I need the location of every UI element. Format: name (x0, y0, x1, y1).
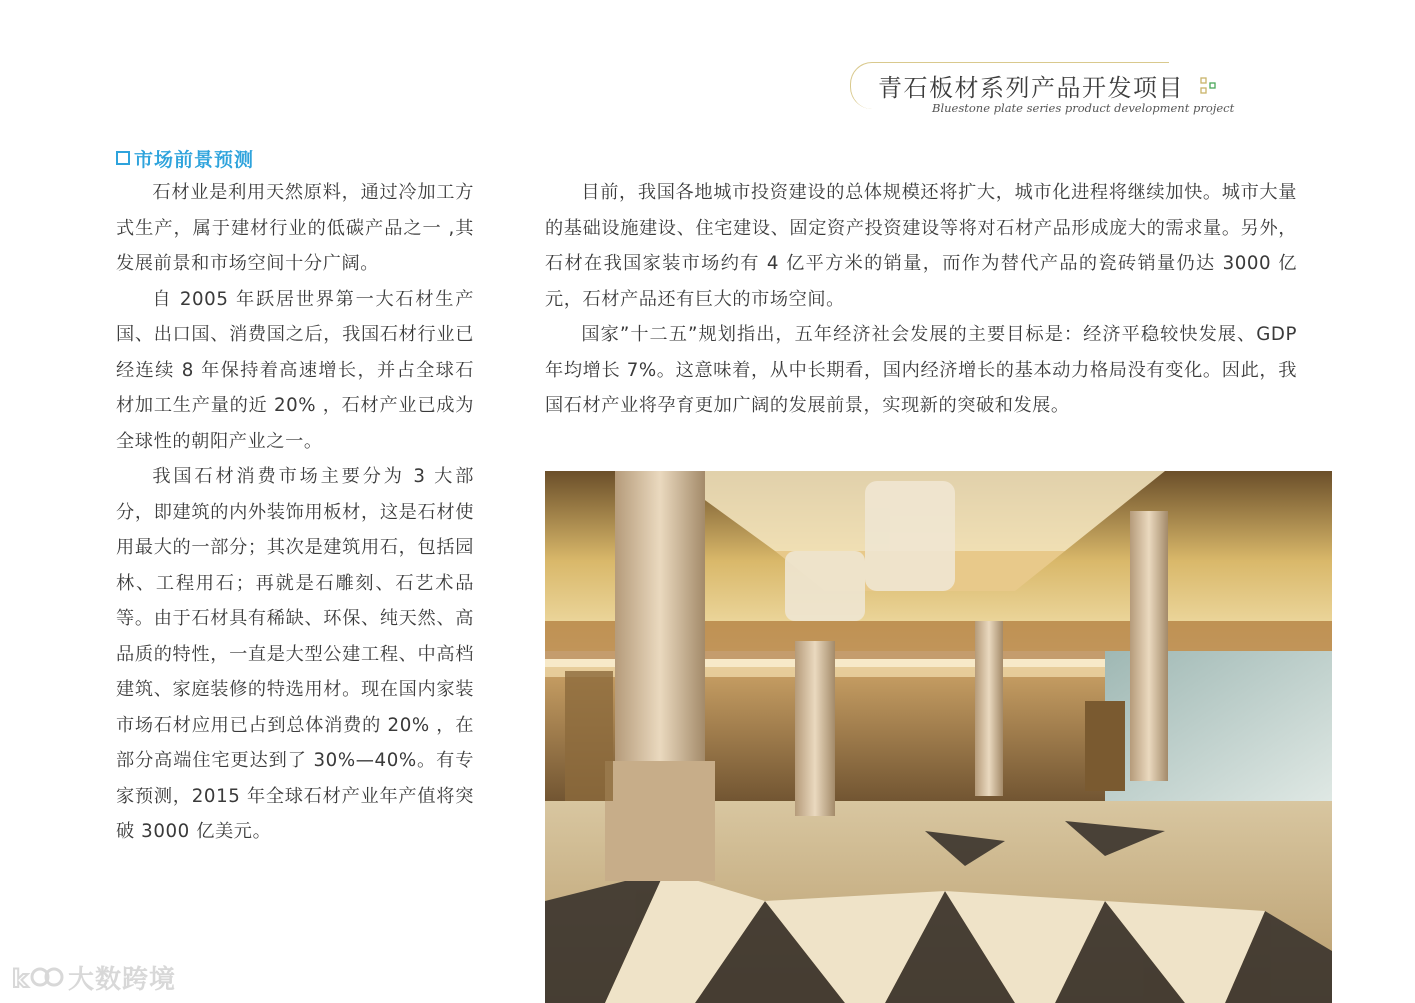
left-column-text (116, 175, 474, 850)
four-squares-icon (1200, 77, 1220, 95)
paragraph: 我国石材消费市场主要分为 3 大部分，即建筑的内外装饰用板材，这是石材使用最大的一部分；其次是建筑用石，包括园林、工程用石；再就是石雕刻、石艺术品等。由于石材具有稀缺、环保、纯天然、高品质的特性，一直是大型公建工程、中高档建筑、家庭装修的特选用材。现在国内家装市场石材应用已占到总体消费的 20% ，在部分高端住宅更达到了 30%—40%。有专家预测，2015 年全球石材产业年产值将突破 3000 亿美元。 (116, 466, 474, 842)
watermark (10, 955, 176, 999)
paragraph: 国家”十二五”规划指出，五年经济社会发展的主要目标是：经济平稳较快发展、GDP 年均增长 7%。这意味着，从中长期看，国内经济增长的基本动力格局没有变化。因此，我国石材产业将孕育更加广阔的发展前景，实现新的突破和发展。 (545, 324, 1297, 416)
lobby-photo (545, 471, 1332, 1003)
paragraph: 自 2005 年跃居世界第一大石材生产国、出口国、消费国之后，我国石材行业已经连续 8 年保持着高速增长，并占全球石材加工生产量的近 20% ，石材产业已成为全球性的朝阳产业之一。 (116, 288, 474, 452)
svg-text:k: k (12, 965, 28, 993)
section-title (116, 144, 254, 172)
lobby-illustration (545, 471, 1332, 1003)
page-header (850, 60, 1235, 116)
watermark-logo-icon (10, 957, 64, 997)
header-title-en: Bluestone plate series product development project (932, 101, 1235, 115)
paragraph: 石材业是利用天然原料，通过冷加工方式生产，属于建材行业的低碳产品之一 ,其发展前景和市场空间十分广阔。 (116, 182, 474, 274)
title-square-icon (116, 151, 130, 165)
header-title-cn: 青石板材系列产品开发项目 (878, 74, 1184, 102)
right-column-text (545, 175, 1297, 424)
paragraph: 目前，我国各地城市投资建设的总体规模还将扩大，城市化进程将继续加快。城市大量的基础设施建设、住宅建设、固定资产投资建设等将对石材产品形成庞大的需求量。另外，石材在我国家装市场约有 4 亿平方米的销量，而作为替代产品的瓷砖销量仍达 3000 亿元，石材产品还有巨大的市场空间。 (545, 182, 1297, 310)
section-title-text: 市场前景预测 (134, 148, 255, 171)
watermark-text: 大数跨境 (68, 964, 177, 995)
